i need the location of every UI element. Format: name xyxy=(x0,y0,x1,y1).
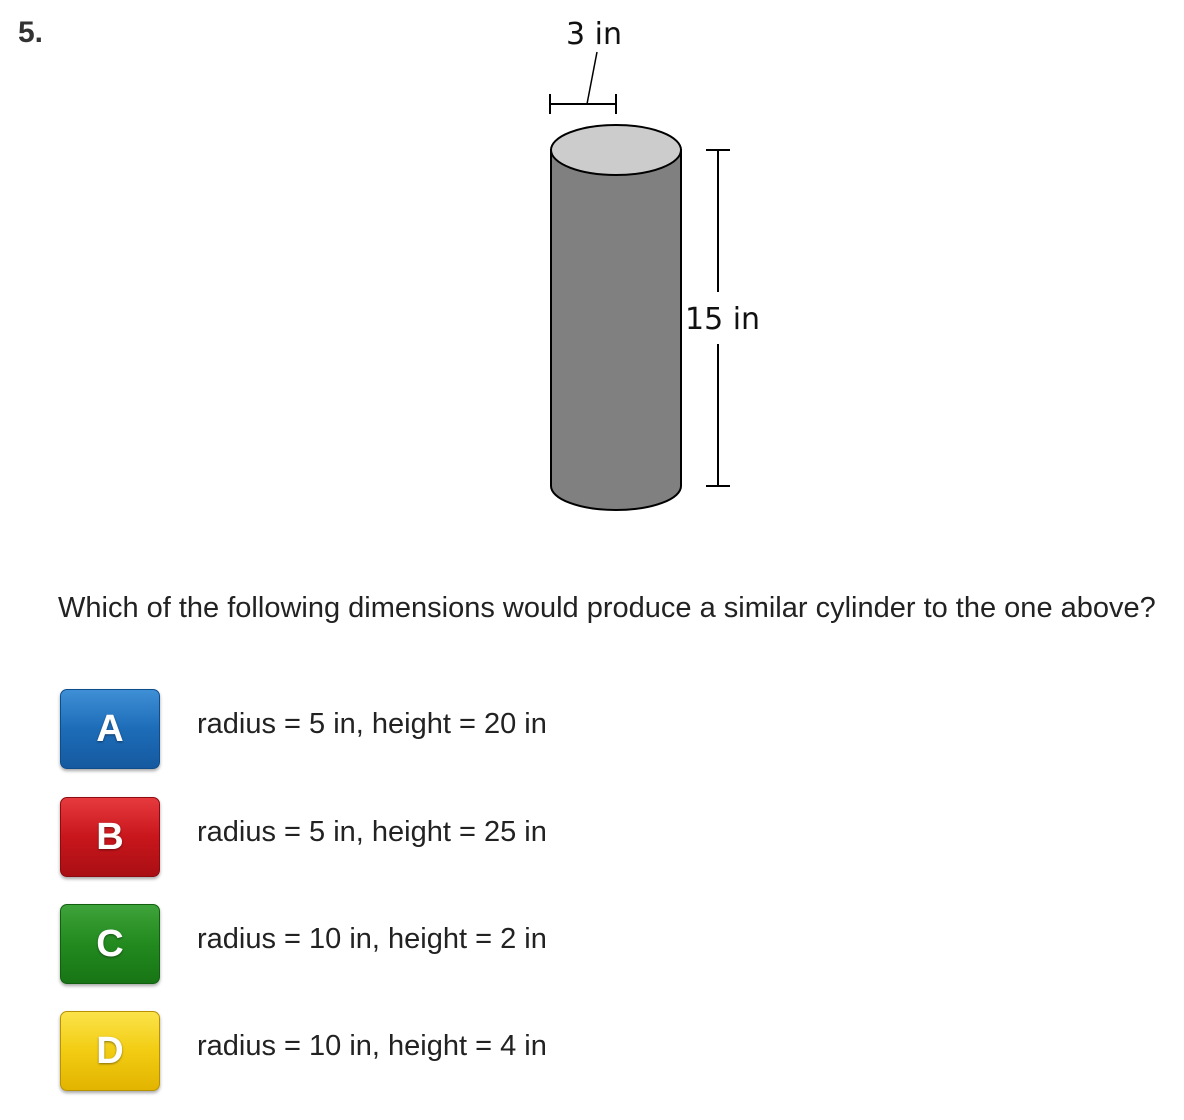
choice-b-text[interactable]: radius = 5 in, height = 25 in xyxy=(197,816,547,848)
question-number: 5. xyxy=(18,16,44,49)
choice-a[interactable] xyxy=(60,689,760,769)
choice-a-badge[interactable]: A xyxy=(60,689,160,769)
choice-d[interactable] xyxy=(60,1011,760,1091)
choice-d-text[interactable]: radius = 10 in, height = 4 in xyxy=(197,1030,547,1062)
choice-c[interactable] xyxy=(60,904,760,984)
cylinder xyxy=(551,125,681,510)
diameter-label: 3 in xyxy=(566,17,622,52)
choice-b-badge[interactable]: B xyxy=(60,797,160,877)
choice-b[interactable] xyxy=(60,797,760,877)
cylinder-top-face xyxy=(551,125,681,175)
choice-c-badge[interactable]: C xyxy=(60,904,160,984)
diameter-dimension xyxy=(550,52,616,114)
question-text: Which of the following dimensions would produce a similar cylinder to the one above? xyxy=(58,592,1156,624)
cylinder-figure xyxy=(520,0,820,540)
height-label: 15 in xyxy=(685,302,761,337)
choice-c-text[interactable]: radius = 10 in, height = 2 in xyxy=(197,923,547,955)
choice-d-badge[interactable]: D xyxy=(60,1011,160,1091)
choice-a-text[interactable]: radius = 5 in, height = 20 in xyxy=(197,708,547,740)
